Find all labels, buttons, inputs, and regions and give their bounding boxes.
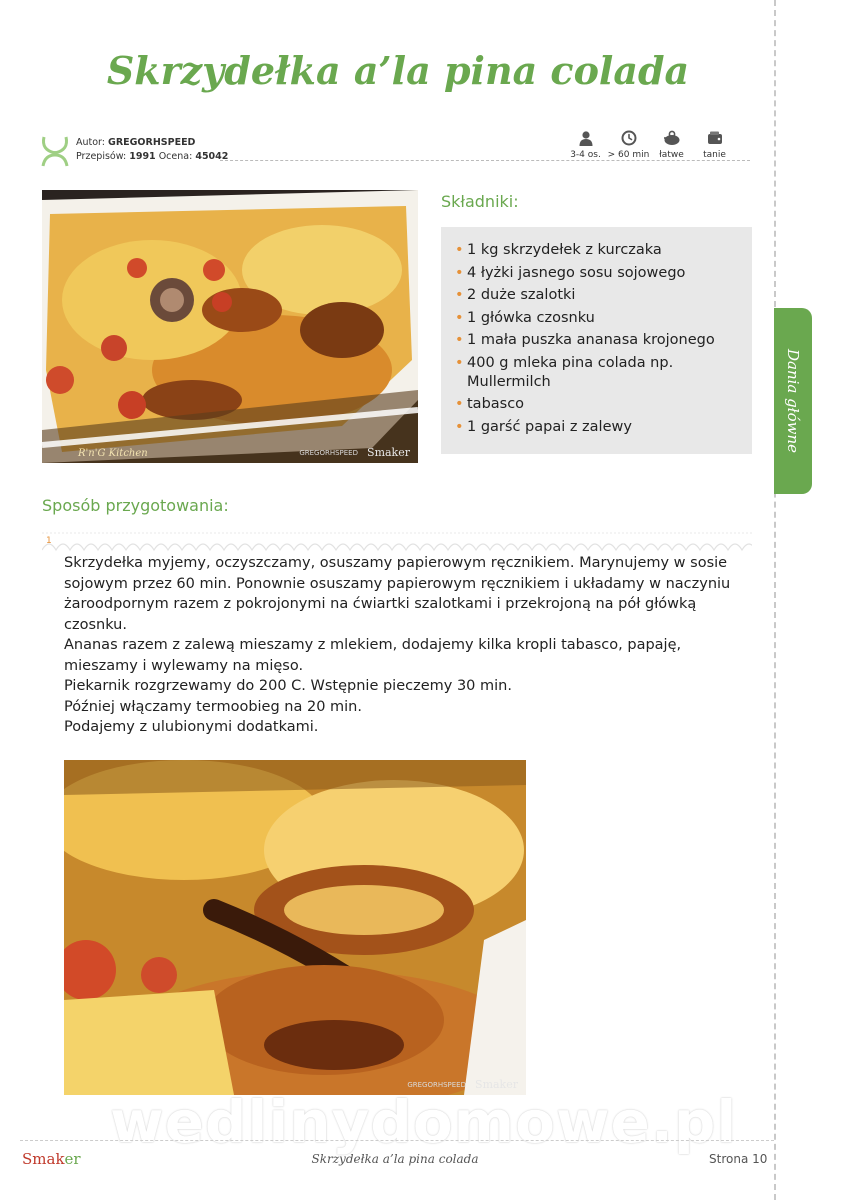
meta-time	[607, 130, 650, 160]
meta-time-label: > 60 min	[607, 150, 650, 160]
meta-difficulty	[650, 130, 693, 160]
recipes-label: Przepisów:	[76, 151, 127, 162]
meta-difficulty-label: łatwe	[659, 150, 684, 160]
meta-cost	[693, 130, 736, 160]
photo1-credit: GREGORHSPEED	[299, 449, 358, 457]
recipe-title: Skrzydełka a’la pina colada	[106, 48, 690, 93]
meta-servings	[564, 130, 607, 160]
page-edge-dashed-rule	[774, 0, 776, 1200]
recipe-meta	[564, 130, 736, 160]
photo2-credit: GREGORHSPEED	[407, 1081, 466, 1089]
author-logo-icon	[40, 133, 70, 167]
ingredients-list	[455, 241, 738, 437]
ingredient-item: • 1 mała puszka ananasa krojonego	[455, 331, 738, 350]
ingredient-item: • 4 łyżki jasnego sosu sojowego	[455, 264, 738, 283]
dish-photo-bottom	[64, 760, 526, 1095]
ingredient-item: • 1 kg skrzydełek z kurczaka	[455, 241, 738, 260]
preparation-heading: Sposób przygotowania:	[42, 496, 229, 515]
ingredient-item: • 1 garść papai z zalewy	[455, 418, 738, 437]
difficulty-icon	[663, 130, 681, 146]
step-number: 1	[46, 536, 52, 546]
preparation-paragraph: Skrzydełka myjemy, oczyszczamy, osuszamy papierowym ręcznikiem. Marynujemy w sosie sojowym przez 60 min. Ponownie osuszamy papierowym ręcznikiem i układamy w naczyniu żaroodpornym razem z pokrojonymi na ćwiartki szalotkami i przekrojoną na pół główką czosnku.	[64, 555, 731, 633]
author-info	[76, 136, 228, 164]
footer-recipe-title: Skrzydełka a’la pina colada	[311, 1152, 479, 1166]
author-name[interactable]: GREGORHSPEED	[108, 137, 196, 148]
preparation-paragraph: Podajemy z ulubionymi dodatkami.	[64, 719, 319, 735]
clock-icon	[621, 130, 637, 146]
ingredient-item: • 1 główka czosnku	[455, 309, 738, 328]
footer-divider	[20, 1140, 774, 1141]
ingredients-heading: Składniki:	[441, 192, 519, 211]
category-side-tab-label: Dania główne	[784, 348, 802, 454]
photo1-caption: R'n'G Kitchen	[78, 448, 148, 459]
rating-value: 45042	[195, 151, 229, 162]
preparation-paragraph: Piekarnik rozgrzewamy do 200 C. Wstępnie pieczemy 30 min.	[64, 678, 512, 694]
meta-servings-label: 3-4 os.	[570, 150, 601, 160]
footer-logo-accent: er	[64, 1150, 81, 1168]
ingredients-box	[441, 227, 752, 454]
meta-divider	[220, 160, 750, 161]
ingredient-item: • 400 g mleka pina colada np. Mullermilch	[455, 354, 738, 392]
author-label: Autor:	[76, 137, 105, 148]
photo2-brand: Smaker	[475, 1078, 518, 1091]
recipes-count: 1991	[129, 151, 156, 162]
preparation-paragraph: Później włączamy termoobieg na 20 min.	[64, 698, 362, 715]
ingredient-item: • 2 duże szalotki	[455, 286, 738, 305]
rating-label: Ocena:	[158, 151, 193, 162]
ingredient-item: • tabasco	[455, 395, 738, 414]
category-side-tab[interactable]	[774, 308, 812, 494]
footer-page-number: Strona 10	[709, 1152, 768, 1166]
site-watermark: wedlinydomowe.pl	[110, 1088, 738, 1156]
wallet-icon	[707, 130, 723, 146]
dish-photo-top	[42, 190, 418, 463]
person-icon	[578, 130, 594, 146]
preparation-text	[64, 553, 754, 738]
footer-logo-main: Smak	[22, 1150, 65, 1168]
meta-cost-label: tanie	[703, 150, 726, 160]
preparation-paragraph: Ananas razem z zalewą mieszamy z mlekiem, dodajemy kilka kropli tabasco, papaję, mieszamy i wylewamy na mięso.	[64, 637, 682, 674]
photo1-brand: Smaker	[367, 446, 410, 459]
